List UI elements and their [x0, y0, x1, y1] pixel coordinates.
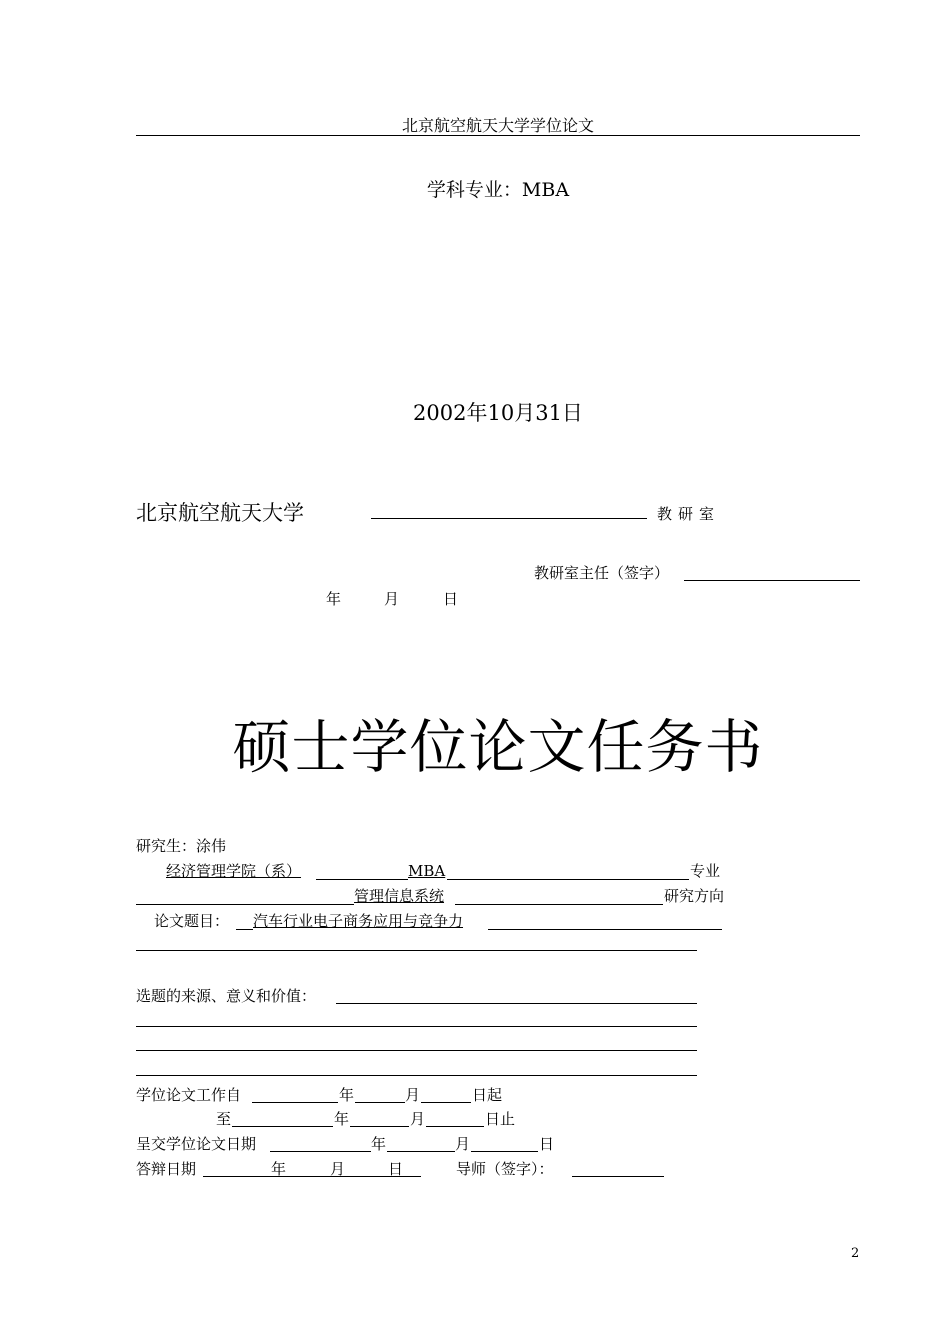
work-from-year: 年: [339, 1086, 355, 1104]
topic-extra-line: [136, 950, 697, 951]
major-suffix: 专业: [690, 862, 721, 880]
advisor-signature-blank: [572, 1176, 664, 1177]
cover-date: 2002年10月31日: [413, 401, 583, 425]
school-major-gap: [316, 879, 408, 880]
director-signature-blank: [684, 579, 860, 581]
work-to-month: 月: [410, 1110, 426, 1128]
topic-label: 论文题目：: [154, 912, 230, 930]
work-from-start: 日起: [472, 1086, 503, 1104]
work-from-month: 月: [405, 1086, 421, 1104]
page-header: 北京航空航天大学学位论文: [401, 116, 594, 135]
director-label: 教研室主任（签字）: [534, 564, 670, 582]
work-to-year: 年: [334, 1110, 350, 1128]
student-name: 研究生：涂伟: [136, 837, 227, 855]
topic-blank-lead: [236, 929, 253, 930]
defense-month: 月: [330, 1160, 346, 1178]
source-line-1: [336, 1003, 697, 1004]
submit-label: 呈交学位论文日期: [136, 1135, 257, 1153]
work-from-month-blank: [355, 1102, 405, 1103]
work-from-day-blank: [421, 1102, 471, 1103]
department-blank: [371, 517, 647, 519]
source-line-4: [136, 1075, 697, 1076]
direction-blank: [455, 904, 663, 905]
school-row: [136, 861, 301, 881]
dept-month: 月: [384, 590, 400, 608]
topic-value: 汽车行业电子商务应用与竞争力: [253, 912, 464, 930]
defense-year: 年: [271, 1160, 287, 1178]
work-to-month-blank: [350, 1126, 409, 1127]
major-blank: [447, 879, 689, 880]
source-line-2: [136, 1026, 697, 1027]
header-rule: [136, 135, 860, 136]
dept-day: 日: [443, 590, 459, 608]
dept-year: 年: [326, 590, 342, 608]
submit-month: 月: [455, 1135, 471, 1153]
direction-value: 管理信息系统: [354, 887, 445, 905]
direction-suffix: 研究方向: [664, 887, 725, 905]
submit-day: 日: [539, 1135, 555, 1153]
defense-label: 答辩日期: [136, 1160, 197, 1178]
source-line-3: [136, 1050, 697, 1051]
work-to-year-blank: [232, 1126, 333, 1127]
school-value: 经济管理学院（系）: [166, 862, 302, 880]
major-line: 学科专业：MBA: [426, 179, 570, 201]
work-to-day-blank: [426, 1126, 484, 1127]
work-to-label: 至: [216, 1110, 232, 1128]
main-title: 硕士学位论文任务书: [232, 713, 764, 781]
advisor-label: 导师（签字）：: [456, 1160, 554, 1178]
defense-day: 日: [388, 1160, 404, 1178]
work-to-end: 日止: [485, 1110, 516, 1128]
direction-blank-lead: [136, 904, 354, 905]
work-from-year-blank: [252, 1102, 338, 1103]
submit-day-blank: [471, 1151, 538, 1152]
topic-blank: [488, 929, 722, 930]
page-number: 2: [851, 1246, 860, 1261]
major-value: MBA: [408, 862, 446, 880]
office-label: 教研室: [657, 505, 721, 523]
submit-month-blank: [387, 1151, 455, 1152]
submit-year: 年: [371, 1135, 387, 1153]
university-name: 北京航空航天大学: [136, 501, 304, 525]
source-label: 选题的来源、意义和价值：: [136, 987, 317, 1005]
submit-year-blank: [270, 1151, 371, 1152]
work-from-label: 学位论文工作自: [136, 1086, 242, 1104]
